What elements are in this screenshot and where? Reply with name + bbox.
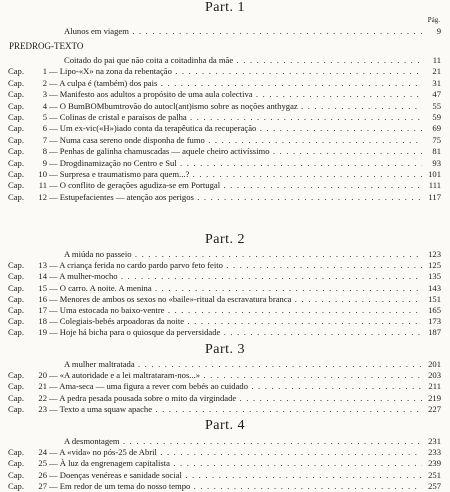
chapter-prefix: Cap. [8,305,24,315]
chapter-prefix: Cap. [8,77,24,88]
toc-entry [0,458,450,469]
chapter-number: 8 [42,146,47,157]
entry-title: — A mulher-mocho . . . [49,271,422,282]
part-3-title: Part. 3 [204,342,246,357]
toc-entry [0,112,450,123]
chapter-prefix: Cap. [8,66,24,77]
entry-title: — «A autoridade e a lei maltrataram-nos...» . . . [49,370,422,381]
entry-title: A mulher maltratada . . . [64,359,422,370]
chapter-number: 6 [42,123,47,134]
chapter-prefix: Cap. [8,469,24,480]
chapter-number: 27 [38,480,47,491]
toc-entry [0,436,450,447]
entry-page: 111 [428,180,441,191]
entry-title: — Penhas de galinha chamuscadas — aquele cheiro activíssimo . . . [49,146,422,157]
chapter-prefix: Cap. [8,392,24,403]
toc-entry [0,404,450,415]
entry-page: 151 [428,293,441,304]
chapter-prefix: Cap. [8,112,24,122]
toc-entry [0,359,450,370]
chapter-prefix: Cap. [8,480,24,491]
chapter-number: 11 [38,180,47,191]
entry-title: — A pedra pesada pousada sobre o mito da virgindade . . . [49,393,422,404]
chapter-prefix: Cap. [8,403,24,414]
chapter-number: 20 [38,370,47,381]
chapter-number: 26 [38,469,47,480]
entry-title: Coitado do pai que não coita a coitadinha da mãe . . . [64,55,422,66]
entry-title: — Numa casa sereno onde disponha de fumo . . . [49,135,422,146]
chapter-prefix: Cap. [8,327,24,338]
chapter-number: 16 [38,293,47,304]
entry-page: 81 [432,146,441,157]
chapter-number: 21 [38,381,47,392]
entry-page: 233 [428,447,441,458]
chapter-prefix: Cap. [8,282,24,293]
chapter-prefix: Cap. [8,381,24,392]
chapter-number: 5 [42,112,47,122]
entry-page: 123 [428,249,441,259]
entry-title: — Texto a uma squaw apache . . . [49,404,422,415]
chapter-number: 10 [38,169,47,179]
entry-page: 75 [432,134,441,145]
chapter-number: 15 [38,282,47,293]
toc-entry [0,89,450,100]
chapter-prefix: Cap. [8,447,24,458]
entry-title: — A «vida» no pós-25 de Abril . . . [49,447,422,458]
toc-entry [0,305,450,316]
chapter-number: 22 [38,392,47,403]
chapter-prefix: Cap. [8,316,24,327]
toc-entry [0,180,450,191]
entry-title: — Surpresa e traumatismo para quem...? . . . [49,169,422,180]
chapter-prefix: Cap. [8,157,24,168]
toc-entry [0,55,450,66]
entry-page: 227 [428,403,441,414]
chapter-prefix: Cap. [8,146,24,157]
entry-page: 173 [428,316,441,327]
chapter-number: 19 [38,327,47,338]
chapter-number: 17 [38,305,47,315]
entry-page: 201 [428,359,441,369]
toc-entry [0,370,450,381]
entry-page: 69 [432,123,441,134]
entry-title: — Um ex-vic(«H»)iado conta da terapêutica da recuperação . . . [49,123,422,134]
entry-page: 21 [432,66,441,77]
toc-entry [0,192,450,203]
chapter-prefix: Cap. [8,293,24,304]
entry-title: — À luz da engrenagem capitalista . . . [49,458,422,469]
toc-entry [0,123,450,134]
chapter-prefix: Cap. [8,191,24,202]
chapter-number: 4 [42,100,47,111]
chapter-prefix: Cap. [8,260,24,271]
entry-page: 31 [432,77,441,88]
toc-entry [0,327,450,338]
toc-entry [0,260,450,271]
entry-page: 47 [432,89,441,100]
entry-page: 55 [432,100,441,111]
chapter-prefix: Cap. [8,100,24,111]
entry-title: — Colinas de cristal e paraísos de palha . . . [49,112,422,123]
entry-title: — O carro. A noite. A menina . . . [49,283,422,294]
toc-entry [0,249,450,260]
chapter-number: 18 [38,316,47,327]
entry-page: 211 [428,381,441,392]
chapter-number: 14 [38,271,47,282]
entry-page: 239 [428,458,441,469]
page-column-label: Pág. [427,16,440,24]
chapter-prefix: Cap. [8,123,24,134]
part-1-title: Part. 1 [204,0,246,15]
entry-page: 187 [428,327,441,338]
entry-title: — Drogdinamização no Centro e Sul . . . [49,158,422,169]
toc-entry [0,169,450,180]
chapter-prefix: Cap. [8,89,24,100]
toc-entry [0,294,450,305]
chapter-prefix: Cap. [8,370,24,381]
entry-title: — Colegiais-bebés arpoadoras da noite . . . [49,316,422,327]
chapter-number: 12 [38,191,47,202]
chapter-number: 2 [42,77,47,88]
entry-title: — A culpa é (também) dos pais . . . [49,78,422,89]
entry-page: 9 [436,26,441,36]
entry-title: Alunos em viagem . . . [64,26,422,37]
chapter-number: 3 [42,89,47,100]
toc-entry [0,393,450,404]
chapter-number: 1 [42,66,47,77]
chapter-number: 9 [42,157,47,168]
toc-entry [0,146,450,157]
toc-entry [0,135,450,146]
entry-title: — Doenças venéreas e sanidade social . . . [49,470,422,481]
entry-title: — Hoje há bicha para o quiosque da perversidade . . . [49,327,422,338]
chapter-number: 23 [38,403,47,414]
entry-title: — Em redor de um tema do nosso tempo . . . [49,481,422,492]
entry-page: 125 [428,260,441,271]
entry-title: — Manifesto aos adultos a propósito de uma aula colectiva . . . [49,89,422,100]
entry-page: 257 [428,480,441,491]
entry-page: 11 [432,55,441,65]
entry-title: — O conflito de gerações agudiza-se em Portugal . . . [49,180,422,191]
entry-page: 231 [428,436,441,446]
chapter-prefix: Cap. [8,134,24,145]
entry-title: — O BumBOMbumtrovão do autocl(ant)ismo sobre as noções anthygaz . . . [49,101,422,112]
toc-entry [0,78,450,89]
entry-page: 143 [428,282,441,293]
toc-entry [0,283,450,294]
entry-title: — Ama-seca — uma figura a rever com bebés ao cuidado . . . [49,381,422,392]
entry-page: 93 [432,157,441,168]
entry-title: — A criança ferida no cardo pardo parvo feto feito . . . [49,260,422,271]
section-label: PREDROG-TEXTO [9,41,84,51]
entry-title: — Lipo-«X» na zona da rebentação . . . [49,66,422,77]
toc-entry [0,470,450,481]
toc-entry [0,447,450,458]
toc-entry [0,271,450,282]
toc-entry [0,66,450,77]
toc-entry [0,316,450,327]
entry-title: A miúda no passeio . . . [64,249,422,260]
entry-page: 219 [428,392,441,403]
toc-entry [0,158,450,169]
entry-page: 165 [428,305,441,315]
entry-page: 117 [428,191,441,202]
entry-page: 251 [428,469,441,480]
chapter-prefix: Cap. [8,180,24,191]
part-2-title: Part. 2 [204,232,246,247]
chapter-number: 25 [38,458,47,469]
entry-page: 203 [428,370,441,381]
entry-title: — Menores de ambos os sexos no «baile»-ritual da escravatura branca . . . [49,294,422,305]
entry-title: — Uma estocada no baixo-ventre . . . [49,305,422,316]
entry-title: — Estupefacientes — atenção aos perigos . . . [49,192,422,203]
chapter-number: 13 [38,260,47,271]
chapter-prefix: Cap. [8,169,24,179]
entry-page: 135 [428,271,441,282]
chapter-number: 24 [38,447,47,458]
chapter-number: 7 [42,134,47,145]
chapter-prefix: Cap. [8,458,24,469]
toc-entry [0,481,450,492]
entry-title: A desmontagem . . . [64,436,422,447]
toc-entry [0,381,450,392]
toc-entry [0,101,450,112]
entry-page: 101 [428,169,441,179]
entry-page: 59 [432,112,441,122]
part-4-title: Part. 4 [204,418,246,433]
chapter-prefix: Cap. [8,271,24,282]
toc-entry [0,26,450,37]
